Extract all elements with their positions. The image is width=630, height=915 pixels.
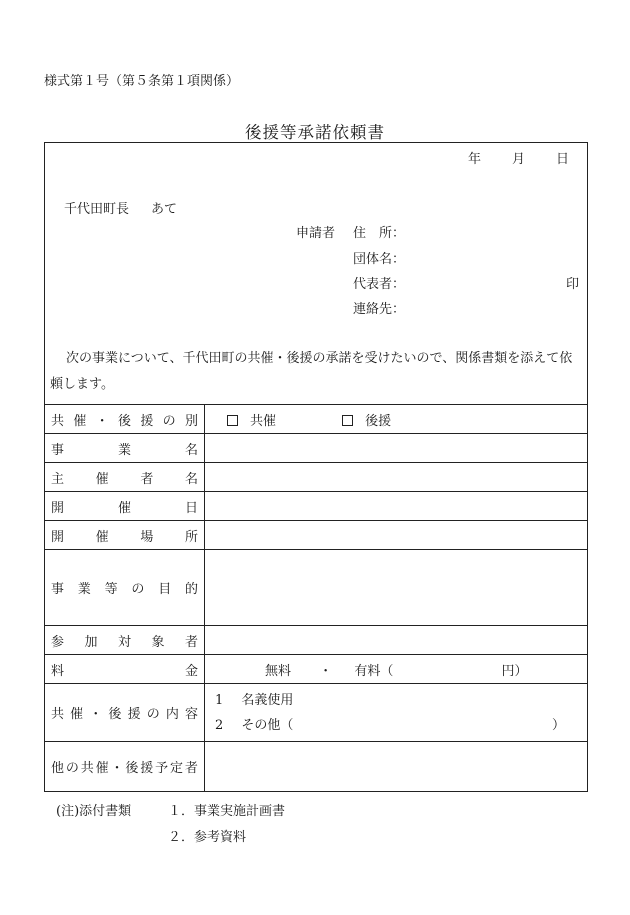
value-type	[205, 405, 588, 434]
label-char: 後	[117, 413, 131, 429]
label-content	[45, 684, 205, 742]
label-char: 事	[51, 582, 65, 597]
document-title: 後援等承諾依頼書	[245, 123, 385, 142]
label-fee-text	[51, 660, 198, 679]
content-item-1-label: 名義使用	[241, 692, 294, 708]
content-item-2[interactable]	[215, 713, 587, 738]
note-item-2: ２．参考資料	[168, 830, 247, 845]
label-venue-text	[51, 526, 198, 545]
value-venue[interactable]	[205, 521, 588, 550]
label-event-name-text	[51, 439, 198, 458]
option-support[interactable]	[342, 410, 391, 429]
row-content	[45, 684, 588, 742]
row-others	[45, 742, 588, 792]
value-fee	[205, 655, 588, 684]
label-event-name	[45, 434, 205, 463]
label-char: 参	[51, 634, 65, 650]
row-organizer	[45, 463, 588, 492]
label-others	[45, 742, 205, 792]
label-purpose	[45, 550, 205, 626]
checkbox-icon[interactable]	[227, 415, 238, 426]
label-date	[45, 492, 205, 521]
label-date-text	[51, 497, 198, 516]
label-char: 援	[140, 413, 154, 429]
label-type-text	[51, 410, 198, 429]
value-content	[205, 684, 588, 742]
label-venue	[45, 521, 205, 550]
representative-label: 代表者：	[353, 277, 406, 292]
label-content-text	[51, 703, 198, 722]
group-name-label: 団体名：	[353, 252, 406, 267]
addressee-name: 千代田町長	[64, 202, 130, 217]
applicant-heading: 申請者	[296, 226, 336, 241]
option-cosponsor-label: 共催	[250, 413, 277, 429]
fee-separator: ・	[319, 663, 333, 679]
fee-paid[interactable]: 有料（	[354, 663, 394, 679]
label-char: 所	[184, 529, 198, 545]
label-char: 名	[184, 442, 198, 458]
label-others-text	[51, 757, 198, 776]
contact-label: 連絡先：	[353, 302, 406, 317]
fee-free[interactable]: 無料	[265, 663, 292, 679]
label-target-text	[51, 631, 198, 650]
checkbox-icon[interactable]	[342, 415, 353, 426]
notes-label: (注)添付書類	[56, 804, 132, 819]
label-fee	[45, 655, 205, 684]
label-char: 的	[184, 582, 198, 597]
label-char: 後	[125, 761, 139, 776]
label-char: 目	[158, 582, 172, 597]
application-table	[44, 404, 588, 792]
label-char: 共	[80, 761, 94, 776]
addressee-suffix: あて	[151, 202, 178, 217]
row-event-name	[45, 434, 588, 463]
option-cosponsor[interactable]	[215, 410, 276, 429]
row-target	[45, 626, 588, 655]
label-char: 容	[184, 707, 198, 722]
value-organizer[interactable]	[205, 463, 588, 492]
label-char: の	[131, 582, 145, 597]
content-item-2-label: その他（	[241, 717, 294, 733]
label-target	[45, 626, 205, 655]
label-char: 催	[70, 707, 84, 722]
label-char: 共	[51, 707, 65, 722]
label-char: 援	[140, 761, 154, 776]
label-char: 日	[184, 500, 198, 516]
value-target[interactable]	[205, 626, 588, 655]
label-char: の	[65, 761, 79, 776]
content-item-1-number: 1	[215, 692, 224, 708]
label-organizer	[45, 463, 205, 492]
addressee	[64, 198, 177, 217]
label-char: 者	[184, 634, 198, 650]
label-char: 主	[51, 471, 65, 487]
content-item-1[interactable]	[215, 688, 587, 713]
option-support-label: 後援	[365, 413, 392, 429]
row-purpose	[45, 550, 588, 626]
label-char: 催	[95, 761, 109, 776]
label-char: 共	[51, 413, 65, 429]
row-venue	[45, 521, 588, 550]
value-others[interactable]	[205, 742, 588, 792]
note-item-1: １．事業実施計画書	[168, 804, 286, 819]
content-item-2-number: 2	[215, 717, 224, 733]
address-label: 住 所：	[353, 226, 406, 241]
label-char: 開	[51, 500, 65, 516]
date-day-label: 日	[556, 152, 570, 167]
label-char: 別	[184, 413, 198, 429]
label-char: 料	[51, 663, 65, 679]
label-char: ・	[89, 707, 103, 722]
row-fee	[45, 655, 588, 684]
form-number: 様式第１号（第５条第１項関係）	[44, 74, 240, 89]
label-char: 象	[151, 634, 165, 650]
label-char: 催	[73, 413, 87, 429]
label-char: 事	[51, 442, 65, 458]
label-char: 援	[127, 707, 141, 722]
label-char: 定	[170, 761, 184, 776]
label-char: 催	[95, 529, 109, 545]
label-char: 後	[108, 707, 122, 722]
date-month-label: 月	[512, 152, 526, 167]
fee-yen: 円）	[501, 663, 528, 679]
label-organizer-text	[51, 468, 198, 487]
label-char: 催	[95, 471, 109, 487]
label-char: 業	[77, 582, 91, 597]
request-text: 次の事業について、千代田町の共催・後援の承諾を受けたいので、関係書類を添えて依頼します。	[50, 351, 573, 392]
label-char: 催	[117, 500, 131, 516]
row-type	[45, 405, 588, 434]
label-char: 者	[140, 471, 154, 487]
label-char: 場	[140, 529, 154, 545]
content-item-2-close: ）	[551, 717, 565, 733]
label-char: 対	[117, 634, 131, 650]
label-char: 者	[184, 761, 198, 776]
label-char: の	[162, 413, 176, 429]
label-purpose-text	[51, 578, 198, 597]
label-char: 名	[184, 471, 198, 487]
label-char: の	[146, 707, 160, 722]
label-char: 内	[165, 707, 179, 722]
row-date	[45, 492, 588, 521]
label-char: 他	[51, 761, 65, 776]
label-char: 開	[51, 529, 65, 545]
value-date[interactable]	[205, 492, 588, 521]
value-event-name[interactable]	[205, 434, 588, 463]
label-char: 予	[155, 761, 169, 776]
label-char: 等	[104, 582, 118, 597]
label-type	[45, 405, 205, 434]
label-char: 金	[184, 663, 198, 679]
value-purpose[interactable]	[205, 550, 588, 626]
label-char: 業	[117, 442, 131, 458]
label-char: ・	[110, 761, 124, 776]
label-char: ・	[95, 413, 109, 429]
date-year-label: 年	[468, 152, 482, 167]
label-char: 加	[84, 634, 98, 650]
seal-mark: 印	[566, 277, 580, 292]
